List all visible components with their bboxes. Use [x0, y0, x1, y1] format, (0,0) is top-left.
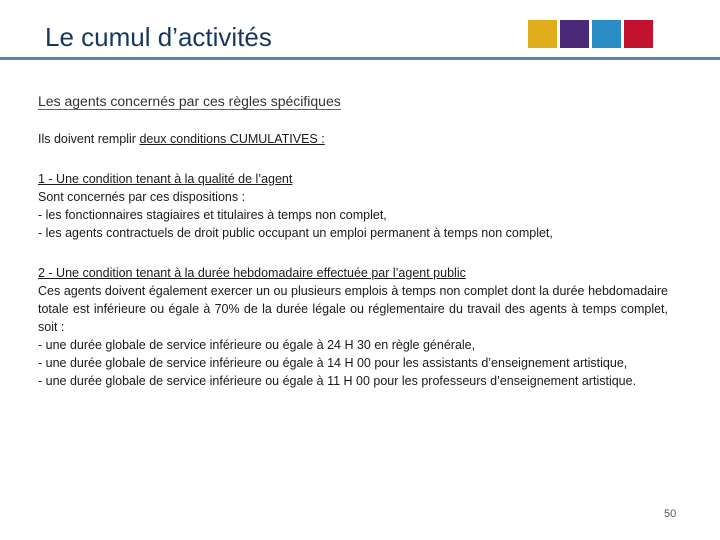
title-rule: [0, 57, 720, 60]
condition-2: [38, 264, 668, 390]
condition-1-title: 1 - Une condition tenant à la qualité de l’agent: [38, 172, 293, 186]
condition-1-line: - les fonctionnaires stagiaires et titulaires à temps non complet,: [38, 208, 387, 222]
color-block-red: [624, 20, 653, 48]
section-heading: Les agents concernés par ces règles spécifiques: [38, 93, 341, 109]
condition-1: [38, 170, 668, 242]
slide-content: [38, 92, 668, 390]
condition-2-title: 2 - Une condition tenant à la durée hebdomadaire effectuée par l’agent public: [38, 266, 466, 280]
condition-2-line: - une durée globale de service inférieure ou égale à 11 H 00 pour les professeurs d’enseignement artistique.: [38, 374, 637, 388]
condition-2-paragraph: Ces agents doivent également exercer un ou plusieurs emplois à temps non complet dont la durée hebdomadaire totale est inférieure ou égale à 70% de la durée légale ou réglementaire du travail des agents à temps complet, soit :: [38, 284, 668, 334]
condition-2-line: - une durée globale de service inférieure ou égale à 24 H 30 en règle générale,: [38, 338, 476, 352]
conditions-intro: [38, 130, 668, 148]
conditions-emphasis: deux conditions: [139, 132, 227, 146]
page-number: 50: [664, 508, 677, 520]
conditions-prefix: Ils doivent remplir: [38, 132, 140, 146]
condition-1-line: Sont concernés par ces dispositions :: [38, 190, 246, 204]
condition-2-line: - une durée globale de service inférieure ou égale à 14 H 00 pour les assistants d’enseignement artistique,: [38, 356, 628, 370]
conditions-suffix: CUMULATIVES :: [226, 132, 325, 146]
condition-1-line: - les agents contractuels de droit public occupant un emploi permanent à temps non complet,: [38, 226, 553, 240]
color-block-blue: [592, 20, 621, 48]
color-block-yellow: [528, 20, 557, 48]
slide-title: Le cumul d’activités: [45, 22, 272, 52]
color-blocks: [528, 20, 653, 48]
color-block-purple: [560, 20, 589, 48]
